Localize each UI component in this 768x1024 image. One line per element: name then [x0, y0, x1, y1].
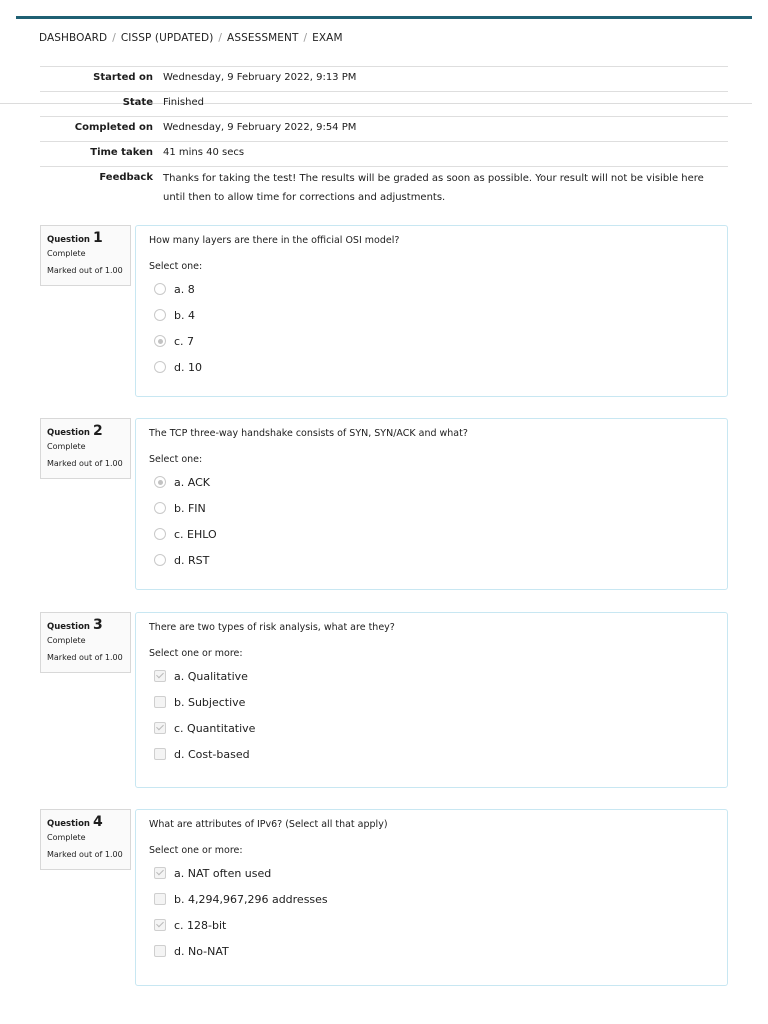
question-info — [40, 809, 131, 870]
summary-label: Completed on — [74, 122, 153, 133]
question-state: Complete — [47, 249, 86, 258]
answer-option[interactable] — [154, 547, 714, 573]
option-label: b. 4,294,967,296 addresses — [174, 892, 328, 906]
option-label: c. 128-bit — [174, 918, 227, 932]
summary-value: Finished — [163, 97, 204, 108]
option-label: d. 10 — [174, 360, 202, 374]
question-text: How many layers are there in the official OSI model? — [149, 235, 400, 246]
answer-prompt: Select one or more: — [149, 648, 243, 659]
question-state: Complete — [47, 636, 86, 645]
question-marks: Marked out of 1.00 — [47, 653, 123, 662]
option-label: a. NAT often used — [174, 866, 272, 880]
answer-option[interactable] — [154, 354, 714, 380]
answer-option[interactable] — [154, 663, 714, 689]
answer-option[interactable] — [154, 912, 714, 938]
breadcrumb-dashboard[interactable]: DASHBOARD — [39, 32, 108, 44]
answer-options — [154, 860, 714, 964]
option-label: b. 4 — [174, 308, 195, 322]
summary-row-state — [40, 91, 728, 116]
question-content — [135, 418, 728, 590]
checkbox[interactable] — [154, 919, 166, 931]
radio-button[interactable] — [154, 502, 166, 514]
question-content — [135, 809, 728, 986]
summary-value: 41 mins 40 secs — [163, 147, 245, 158]
answer-options — [154, 469, 714, 573]
answer-option[interactable] — [154, 938, 714, 964]
answer-option[interactable] — [154, 276, 714, 302]
radio-button[interactable] — [154, 554, 166, 566]
answer-option[interactable] — [154, 328, 714, 354]
answer-option[interactable] — [154, 521, 714, 547]
radio-button[interactable] — [154, 476, 166, 488]
radio-button[interactable] — [154, 283, 166, 295]
answer-options — [154, 663, 714, 767]
question-info — [40, 612, 131, 673]
breadcrumb-course[interactable]: CISSP (UPDATED) — [120, 32, 214, 44]
question-marks: Marked out of 1.00 — [47, 459, 123, 468]
checkbox[interactable] — [154, 893, 166, 905]
option-label: b. Subjective — [174, 695, 246, 709]
question-content — [135, 612, 728, 788]
radio-button[interactable] — [154, 335, 166, 347]
summary-label: State — [122, 97, 153, 108]
answer-options — [154, 276, 714, 380]
question-text: What are attributes of IPv6? (Select all that apply) — [149, 819, 388, 830]
checkbox[interactable] — [154, 670, 166, 682]
option-label: a. 8 — [174, 282, 195, 296]
summary-row-feedback — [40, 166, 728, 211]
question-state: Complete — [47, 442, 86, 451]
checkbox[interactable] — [154, 722, 166, 734]
radio-button[interactable] — [154, 309, 166, 321]
question-text: There are two types of risk analysis, what are they? — [149, 622, 395, 633]
breadcrumb-separator: / — [303, 32, 308, 44]
answer-option[interactable] — [154, 689, 714, 715]
answer-prompt: Select one: — [149, 261, 203, 272]
option-label: c. 7 — [174, 334, 195, 348]
summary-value: Wednesday, 9 February 2022, 9:54 PM — [163, 122, 357, 133]
answer-option[interactable] — [154, 302, 714, 328]
breadcrumb-exam[interactable]: EXAM — [312, 32, 343, 44]
summary-row-started — [40, 66, 728, 91]
answer-option[interactable] — [154, 469, 714, 495]
question-state: Complete — [47, 833, 86, 842]
summary-value: Thanks for taking the test! The results will be graded as soon as possible. Your result will not be visible here until then to allow time for corrections and adjustments. — [163, 173, 704, 203]
summary-row-completed — [40, 116, 728, 141]
summary-row-time-taken — [40, 141, 728, 166]
checkbox[interactable] — [154, 867, 166, 879]
option-label: c. Quantitative — [174, 721, 256, 735]
question-number: Question 4 — [47, 814, 103, 830]
question-info — [40, 418, 131, 479]
answer-option[interactable] — [154, 886, 714, 912]
breadcrumb-assessment[interactable]: ASSESSMENT — [227, 32, 299, 44]
breadcrumb-separator: / — [112, 32, 116, 44]
question-marks: Marked out of 1.00 — [47, 266, 123, 275]
option-label: d. Cost-based — [174, 747, 250, 761]
question-number: Question 3 — [47, 617, 103, 633]
answer-option[interactable] — [154, 741, 714, 767]
summary-label: Time taken — [90, 147, 153, 158]
answer-option[interactable] — [154, 715, 714, 741]
option-label: b. FIN — [174, 501, 206, 515]
question-marks: Marked out of 1.00 — [47, 850, 123, 859]
question-content — [135, 225, 728, 397]
option-label: d. RST — [174, 553, 210, 567]
summary-value: Wednesday, 9 February 2022, 9:13 PM — [163, 72, 357, 83]
breadcrumb-separator: / — [218, 32, 223, 44]
radio-button[interactable] — [154, 528, 166, 540]
answer-option[interactable] — [154, 495, 714, 521]
attempt-summary-table — [40, 66, 728, 211]
question-number: Question 2 — [47, 423, 103, 439]
answer-option[interactable] — [154, 860, 714, 886]
answer-prompt: Select one: — [149, 454, 203, 465]
answer-prompt: Select one or more: — [149, 845, 243, 856]
breadcrumb — [39, 32, 343, 44]
question-number: Question 1 — [47, 230, 103, 246]
summary-label: Started on — [93, 72, 153, 83]
option-label: a. ACK — [174, 475, 210, 489]
top-accent-bar — [16, 16, 752, 19]
question-text: The TCP three-way handshake consists of SYN, SYN/ACK and what? — [149, 428, 468, 439]
checkbox[interactable] — [154, 748, 166, 760]
checkbox[interactable] — [154, 945, 166, 957]
question-info — [40, 225, 131, 286]
checkbox[interactable] — [154, 696, 166, 708]
option-label: a. Qualitative — [174, 669, 248, 683]
radio-button[interactable] — [154, 361, 166, 373]
summary-label: Feedback — [99, 172, 153, 183]
option-label: c. EHLO — [174, 527, 217, 541]
option-label: d. No-NAT — [174, 944, 229, 958]
